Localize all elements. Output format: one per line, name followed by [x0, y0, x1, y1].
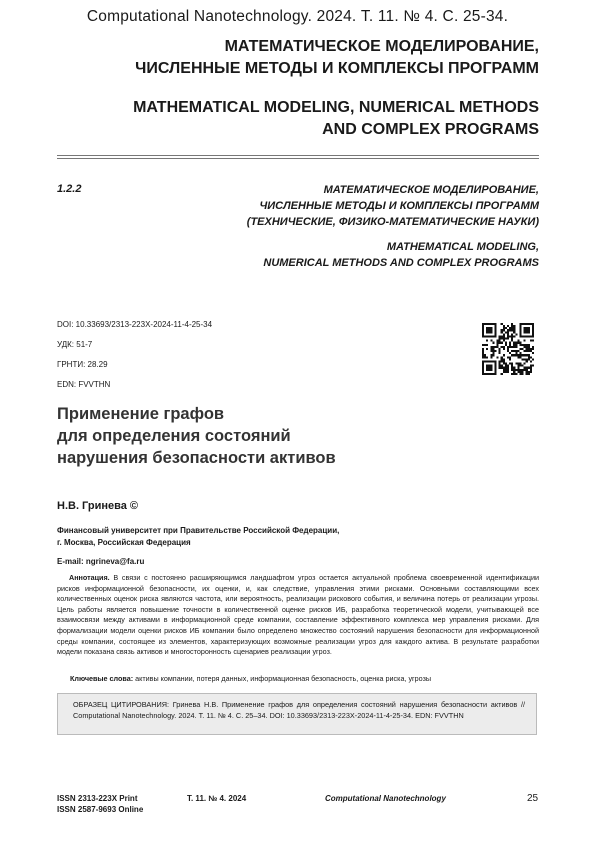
- divider: [57, 158, 539, 159]
- abstract-label: Аннотация.: [69, 573, 110, 582]
- qr-code-icon[interactable]: [482, 323, 534, 375]
- rubric-en-line: AND COMPLEX PROGRAMS: [322, 121, 539, 138]
- article-title-line: для определения состояний: [57, 427, 291, 445]
- affiliation: [57, 525, 339, 549]
- author: Н.В. Гринева ©: [57, 500, 139, 512]
- rubric-ru: [135, 36, 539, 80]
- affiliation-line: Финансовый университет при Правительстве Российской Федерации,: [57, 526, 340, 535]
- footer-volume: Т. 11. № 4. 2024: [187, 794, 247, 803]
- article-title-line: нарушения безопасности активов: [57, 449, 336, 467]
- specialty-en-line: NUMERICAL METHODS AND COMPLEX PROGRAMS: [263, 257, 539, 269]
- specialty-ru: [247, 182, 539, 230]
- edn: EDN: FVVTHN: [57, 380, 111, 389]
- article-title: [57, 403, 336, 469]
- rubric-ru-line: МАТЕМАТИЧЕСКОЕ МОДЕЛИРОВАНИЕ,: [224, 38, 539, 55]
- author-email[interactable]: E-mail: ngrineva@fa.ru: [57, 557, 145, 566]
- specialty-ru-line: (ТЕХНИЧЕСКИЕ, ФИЗИКО-МАТЕМАТИЧЕСКИЕ НАУКИ): [246, 216, 539, 228]
- udk: УДК: 51-7: [57, 340, 93, 349]
- rubric-en-line: MATHEMATICAL MODELING, NUMERICAL METHODS: [133, 99, 539, 116]
- abstract: [57, 573, 539, 658]
- grnti: ГРНТИ: 28.29: [57, 360, 108, 369]
- citation-text: ОБРАЗЕЦ ЦИТИРОВАНИЯ: Гринева Н.В. Применение графов для определения состояний нарушения безопасности активов // Computational Nanotechnology. 2024. Т. 11. № 4. С. 25–34. DOI: 10.33693/2313-223X-2024-11-4-25-34. EDN: FVVTHN: [73, 700, 525, 720]
- keywords: [70, 674, 539, 683]
- keywords-label: Ключевые слова:: [70, 674, 134, 683]
- footer-issn-online: ISSN 2587-9693 Online: [57, 805, 144, 814]
- footer-issn-print: ISSN 2313-223X Print: [57, 794, 138, 803]
- rubric-en: [133, 97, 539, 141]
- rubric-ru-line: ЧИСЛЕННЫЕ МЕТОДЫ И КОМПЛЕКСЫ ПРОГРАММ: [135, 60, 539, 77]
- page-number: 25: [527, 793, 539, 804]
- keywords-text: активы компании, потеря данных, информационная безопасность, оценка риска, угрозы: [133, 674, 432, 683]
- running-head: Computational Nanotechnology. 2024. Т. 11. № 4. С. 25-34.: [86, 8, 509, 25]
- specialty-en: [263, 239, 539, 271]
- doi[interactable]: DOI: 10.33693/2313-223X-2024-11-4-25-34: [57, 320, 213, 329]
- specialty-ru-line: МАТЕМАТИЧЕСКОЕ МОДЕЛИРОВАНИЕ,: [323, 184, 539, 196]
- footer-journal: Computational Nanotechnology: [325, 794, 446, 803]
- specialty-code: 1.2.2: [57, 183, 82, 195]
- article-title-line: Применение графов: [57, 405, 225, 423]
- divider: [57, 155, 539, 156]
- abstract-text: В связи с постоянно расширяющимся ландшафтом угроз остается актуальной проблема своевременной идентификации рисков информационной безопасности, их оценки, и, как следствие, управления этими рисками. Основными составляющими всех количественных оценок риска являются частота, или вероятность, реализации рискового события, и величина потерь от реализации угрозы. Цель работы является повышение точности в количественной оценке рисков ИБ, разработка теоретической модели, учитывающей все взаимосвязи между активами в информационной среде компании, составление эффективного комплекса мер управления рисками. Для формализации модели оценки рисков ИБ компании было определено множество состояний нарушения безопасности для информационной среды компании, состоящее из элементов, характеризующих возможные реализации угроз для каждого актива. В результате разработки модели показана связь активов и многосторонность сценариев реализации угроз.: [57, 573, 539, 657]
- affiliation-line: г. Москва, Российская Федерация: [57, 538, 191, 547]
- citation-box: [57, 693, 537, 735]
- specialty-en-line: MATHEMATICAL MODELING,: [386, 241, 539, 253]
- specialty-ru-line: ЧИСЛЕННЫЕ МЕТОДЫ И КОМПЛЕКСЫ ПРОГРАММ: [259, 200, 539, 212]
